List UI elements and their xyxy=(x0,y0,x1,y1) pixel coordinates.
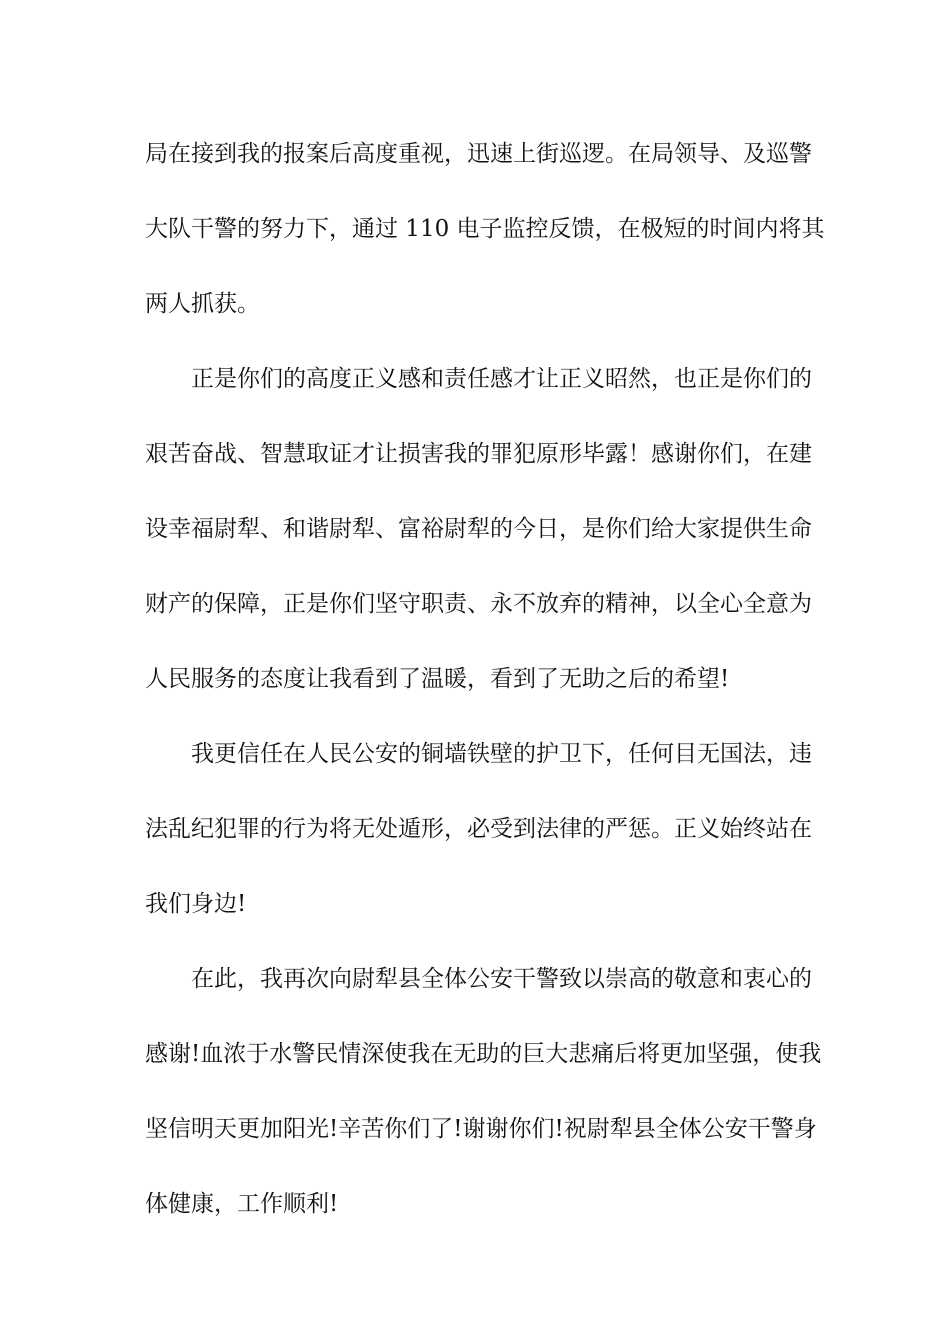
paragraph-first-line: 我更信任在人民公安的铜墙铁壁的护卫下，任何目无国法，违 xyxy=(191,741,812,767)
paragraph-first-line: 在此，我再次向尉犁县全体公安干警致以崇高的敬意和衷心的 xyxy=(191,966,812,992)
paragraph-first-line: 正是你们的高度正义感和责任感才让正义昭然，也正是你们的 xyxy=(191,366,812,392)
text-line: 设幸福尉犁、和谐尉犁、富裕尉犁的今日，是你们给大家提供生命 xyxy=(145,516,812,542)
body-text xyxy=(145,131,825,1256)
text-line: 体健康，工作顺利! xyxy=(145,1191,339,1217)
text-line: 法乱纪犯罪的行为将无处遁形，必受到法律的严惩。正义始终站在 xyxy=(145,816,812,842)
text-line: 坚信明天更加阳光!辛苦你们了!谢谢你们!祝尉犁县全体公安干警身 xyxy=(145,1116,817,1142)
text-line: 艰苦奋战、智慧取证才让损害我的罪犯原形毕露！感谢你们，在建 xyxy=(145,441,812,467)
text-line: 大队干警的努力下，通过 110 电子监控反馈，在极短的时间内将其 xyxy=(145,216,825,242)
text-line: 局在接到我的报案后高度重视，迅速上街巡逻。在局领导、及巡警 xyxy=(145,141,812,167)
text-line: 感谢!血浓于水警民情深使我在无助的巨大悲痛后将更加坚强，使我 xyxy=(145,1041,822,1067)
text-line: 两人抓获。 xyxy=(145,291,260,317)
text-line: 人民服务的态度让我看到了温暖，看到了无助之后的希望! xyxy=(145,666,730,692)
text-line: 我们身边! xyxy=(145,891,247,917)
text-line: 财产的保障，正是你们坚守职责、永不放弃的精神，以全心全意为 xyxy=(145,591,812,617)
